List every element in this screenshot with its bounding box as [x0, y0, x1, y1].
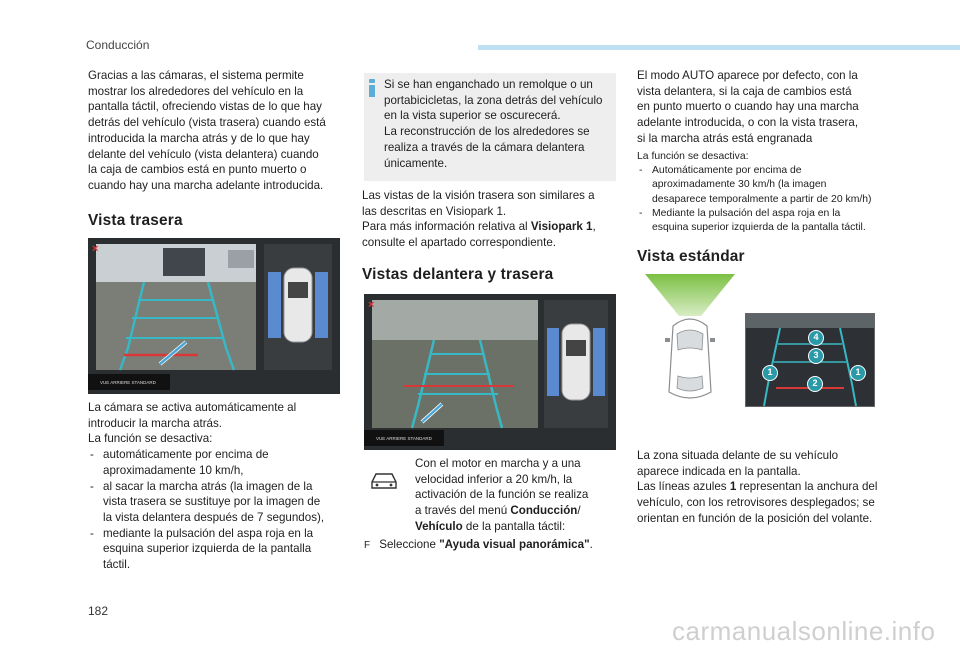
marker-4: 4: [808, 330, 824, 346]
svg-text:VUE ARRIERE STANDARD: VUE ARRIERE STANDARD: [376, 436, 432, 441]
select-arrow-icon: F: [364, 540, 371, 551]
deactivation-list: La función se desactiva: - Automáticamente por encima de aproximadamente 30 km/h (la imagen desaparece temporalmente a partir de 20 km/h) - Mediante la pulsación del aspa roja en la esquina superior izquierda de la pantalla táctil.: [637, 150, 899, 235]
marker-3: 3: [808, 348, 824, 364]
car-icon: [368, 470, 400, 492]
activation-text: Con el motor en marcha y a una velocidad inferior a 20 km/h, la activación de la función se realiza a través del menú Conducción/ Vehículo de la pantalla táctil:: [415, 457, 589, 533]
page-number: 182: [88, 604, 109, 618]
front-zone-paragraph: La zona situada delante de su vehículo aparece indicada en la pantalla. Las líneas azules 1 representan la anchura del vehículo, con los retrovisores desplegados; se orientan en función de la posición del volante.: [637, 449, 878, 525]
rear-camera-view: [88, 238, 340, 394]
svg-text:×: ×: [92, 243, 99, 255]
info-box: Si se han enganchado un remolque o un portabicicletas, la zona detrás del vehículo en la vista superior se oscurecerá. La reconstrucción de los alrededores se realiza a través de la cámara delantera únicamente.: [364, 73, 616, 181]
intro-paragraph: Gracias a las cámaras, el sistema permite mostrar los alrededores del vehículo en la pantalla táctil, ofreciendo vistas de lo que hay detrás del vehículo (vista trasera) cuando está introducida la marcha atrás y de lo que hay delante del vehículo (vista delantera) cuando la caja de cambios está en punto muerto o cuando hay una marcha adelante introducida.: [88, 69, 326, 192]
rear-camera-image: [88, 238, 340, 394]
svg-text:VUE ARRIERE STANDARD: VUE ARRIERE STANDARD: [100, 380, 156, 385]
list-item: - al sacar la marcha atrás (la imagen de la vista trasera se sustituye por la imagen de la vista delantera después de 7 segundos),: [88, 479, 350, 526]
header-bar: [478, 45, 960, 50]
list-item: - automáticamente por encima de aproximadamente 10 km/h,: [88, 447, 350, 478]
front-rear-camera-view: [364, 294, 616, 450]
auto-mode-paragraph: El modo AUTO aparece por defecto, con la vista delantera, si la caja de cambios está en punto muerto o cuando hay una marcha adelante introducida, o con la vista trasera, si la marcha atrás está engranada: [637, 69, 859, 145]
heading-vista-trasera: Vista trasera: [88, 212, 183, 229]
list-item: - Automáticamente por encima de aproximadamente 30 km/h (la imagen desaparece temporalmente a partir de 20 km/h): [637, 164, 899, 207]
info-icon: [369, 79, 375, 97]
marker-1-right: 1: [850, 365, 866, 381]
marker-2: 2: [807, 376, 823, 392]
front-rear-camera-image: [364, 294, 616, 450]
visiopark-paragraph: Las vistas de la visión trasera son similares a las descritas en Visiopark 1. Para más información relativa al Visiopark 1, consulte el apartado correspondiente.: [362, 189, 596, 250]
car-top-view-illustration: [645, 272, 735, 422]
select-instruction: F Seleccione "Ayuda visual panorámica".: [364, 537, 620, 554]
list-item: - Mediante la pulsación del aspa roja en la esquina superior izquierda de la pantalla táctil.: [637, 207, 899, 235]
heading-vista-estandar: Vista estándar: [637, 248, 745, 265]
section-header: Conducción: [86, 38, 150, 52]
standard-view-screen: [745, 313, 875, 407]
watermark: carmanualsonline.info: [672, 616, 936, 646]
rear-view-text: La cámara se activa automáticamente al introducir la marcha atrás. La función se desactiva: - automáticamente por encima de aproximadamente 10 km/h, - al sacar la marcha atrás (la imagen de la vista trasera se sustituye por la imagen de la vista delantera después de 7 segundos), - mediante la pulsación del aspa roja en la esquina superior izquierda de la pantalla táctil.: [88, 400, 350, 573]
marker-1-left: 1: [762, 365, 778, 381]
heading-vistas-delantera-trasera: Vistas delantera y trasera: [362, 266, 554, 283]
list-item: - mediante la pulsación del aspa roja en la esquina superior izquierda de la pantalla táctil.: [88, 526, 350, 573]
svg-text:×: ×: [368, 299, 375, 311]
